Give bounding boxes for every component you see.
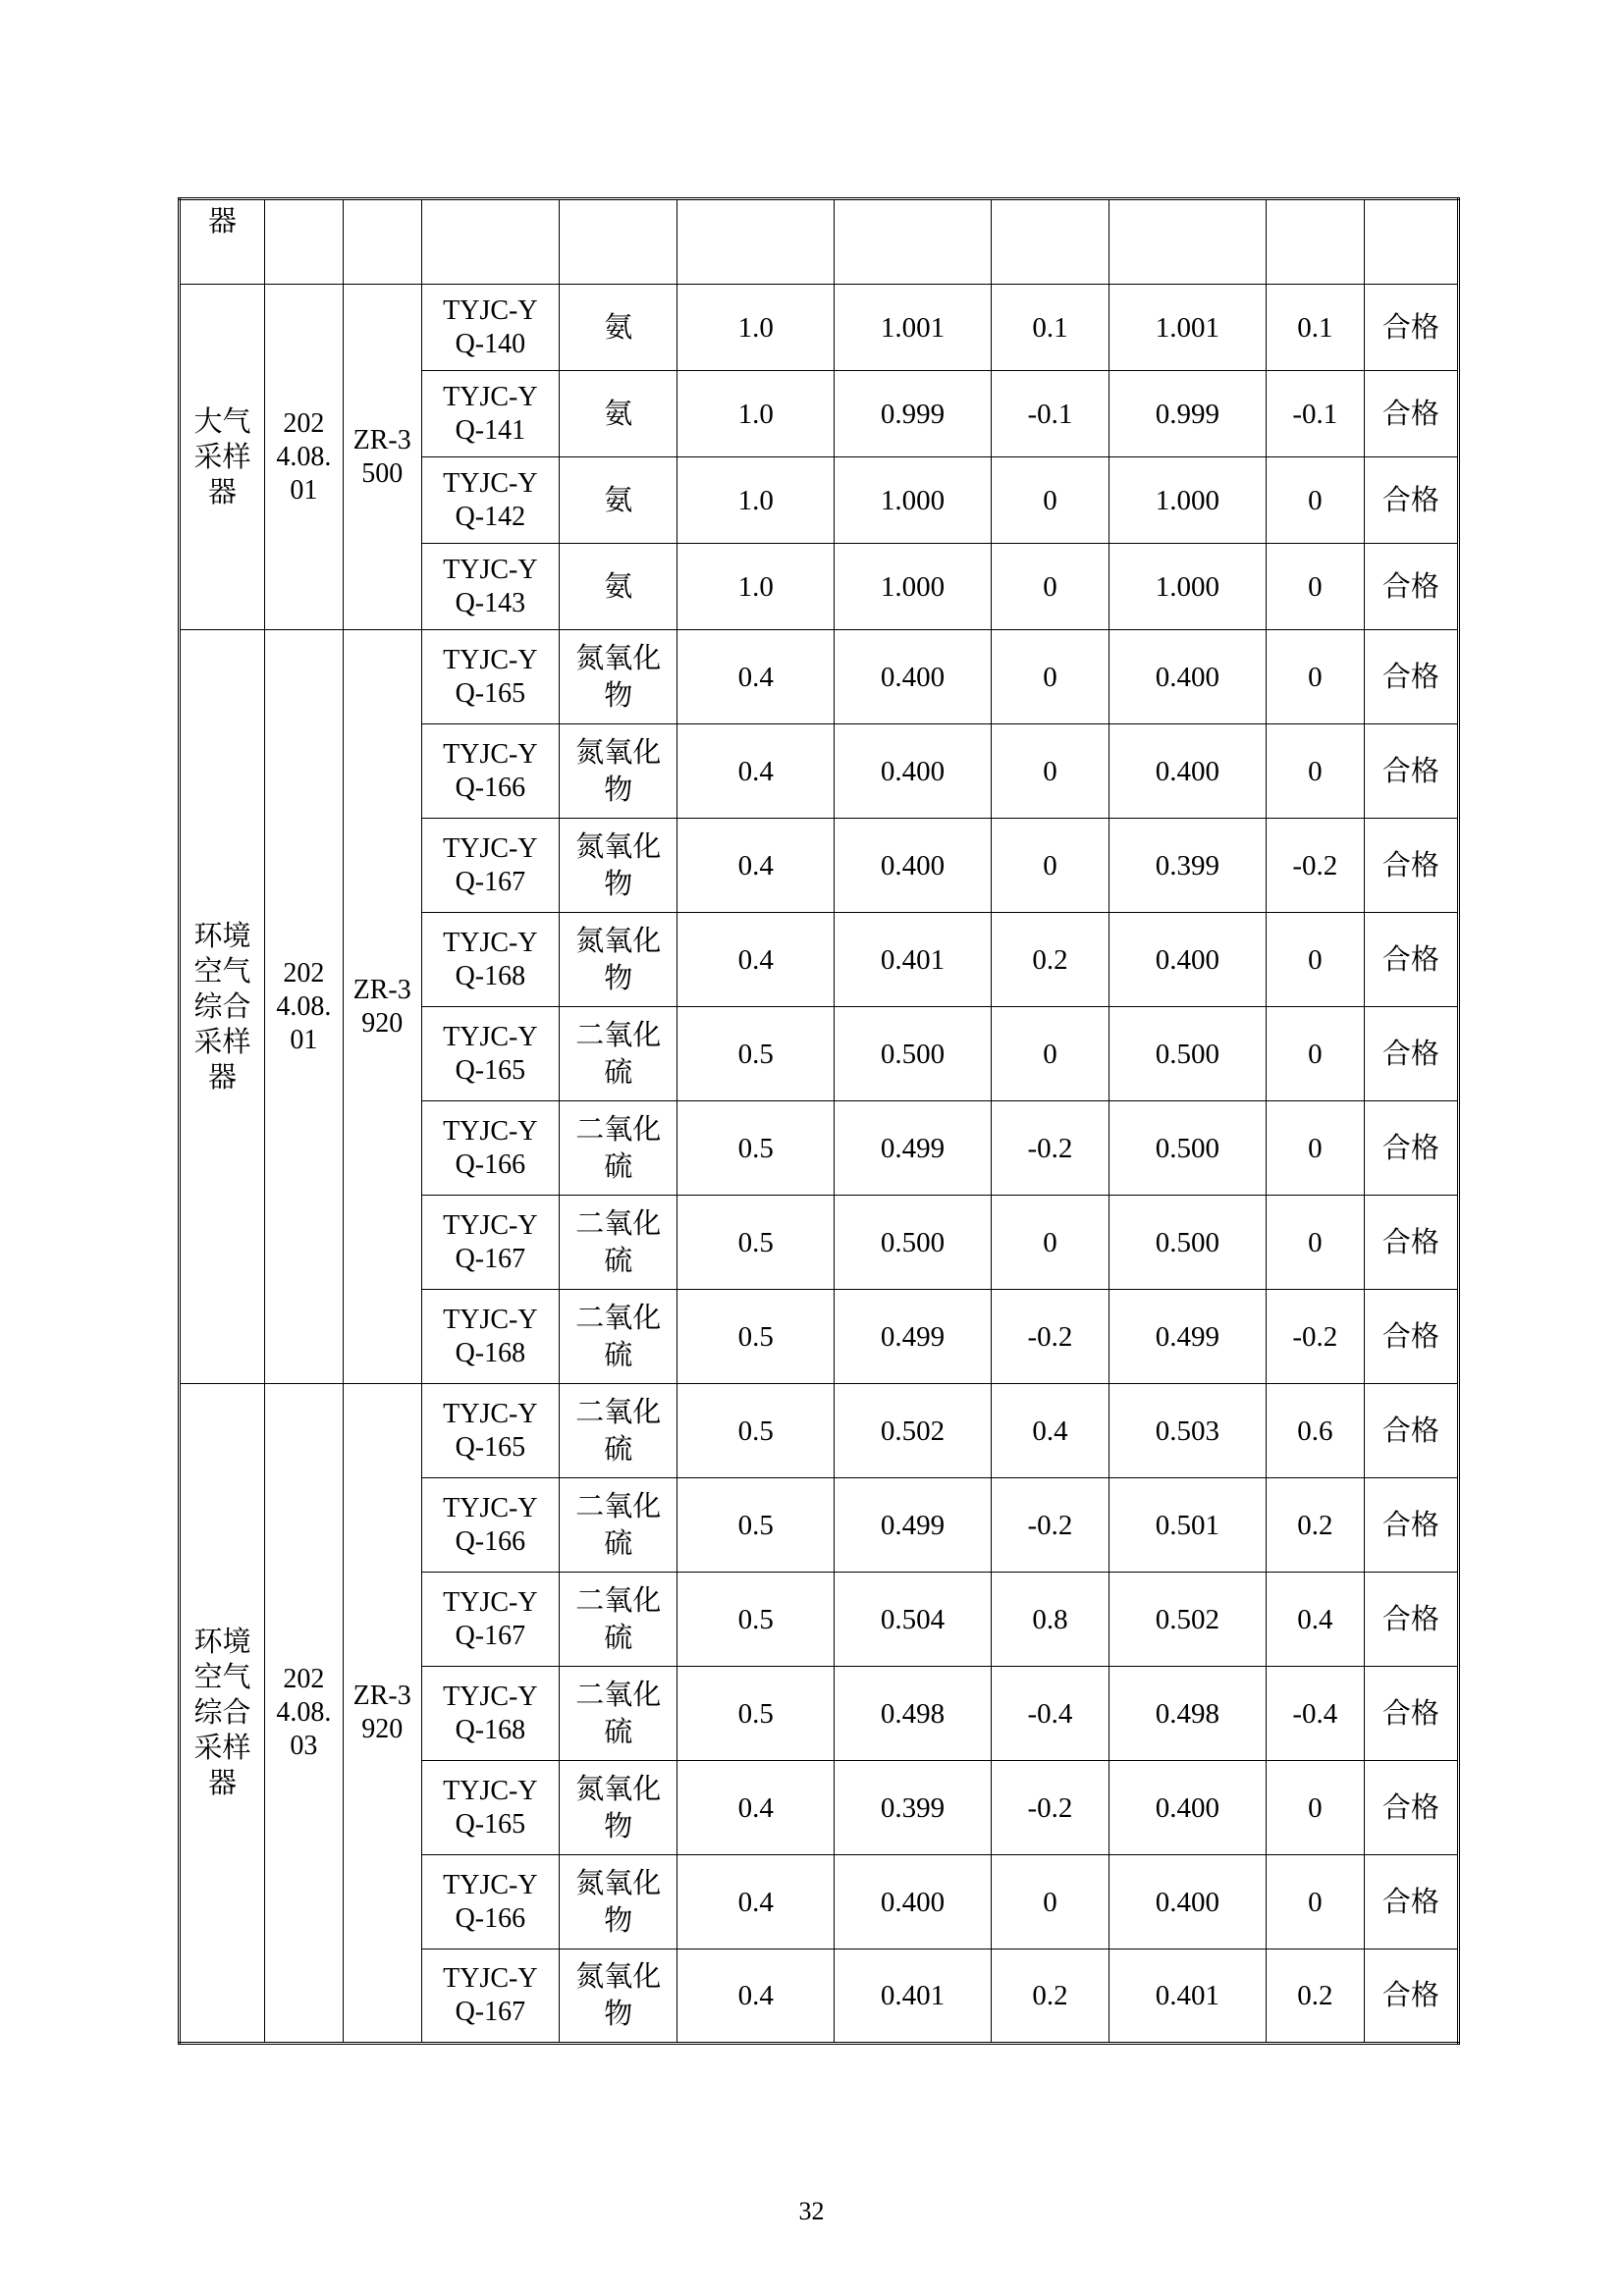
- setting-flow: 0.4: [677, 1855, 835, 1949]
- error-1: 0: [991, 544, 1109, 630]
- device-name-tail: 器: [180, 199, 265, 285]
- pollutant: 氮氧化物: [575, 642, 662, 712]
- instrument-id-cell: [421, 371, 560, 457]
- instrument-id-cell: [421, 1384, 560, 1478]
- setting-flow: 0.4: [677, 724, 835, 819]
- pollutant: 二氧化硫: [575, 1207, 662, 1277]
- pollutant-cell: [560, 724, 677, 819]
- pollutant: 二氧化硫: [575, 1113, 662, 1183]
- instrument-id: TYJC-YQ-165: [443, 1775, 538, 1840]
- measured-value-1: 0.500: [835, 1196, 992, 1290]
- measured-value-2: 0.498: [1109, 1667, 1267, 1761]
- setting-flow: 0.4: [677, 913, 835, 1007]
- setting-flow: 0.5: [677, 1196, 835, 1290]
- error-1: 0: [991, 724, 1109, 819]
- empty-cell: [835, 199, 992, 285]
- instrument-id: TYJC-YQ-167: [443, 832, 538, 897]
- setting-flow: 0.4: [677, 819, 835, 913]
- instrument-id: TYJC-YQ-166: [443, 1115, 538, 1180]
- pollutant-cell: [560, 630, 677, 724]
- instrument-id-cell: [421, 1761, 560, 1855]
- instrument-id-cell: [421, 1573, 560, 1667]
- instrument-id-cell: [421, 1290, 560, 1384]
- pollutant-cell: [560, 1478, 677, 1573]
- setting-flow: 1.0: [677, 457, 835, 544]
- measured-value-1: 0.999: [835, 371, 992, 457]
- pollutant-cell: [560, 1855, 677, 1949]
- pollutant: 氮氧化物: [575, 925, 662, 994]
- error-1: -0.2: [991, 1761, 1109, 1855]
- pollutant-cell: [560, 1667, 677, 1761]
- instrument-id-cell: [421, 1667, 560, 1761]
- pollutant-cell: [560, 1290, 677, 1384]
- measured-value-2: 0.999: [1109, 371, 1267, 457]
- instrument-id-cell: [421, 724, 560, 819]
- device-name-cell: [180, 1384, 265, 2044]
- setting-flow: 0.4: [677, 1949, 835, 2044]
- result: 合格: [1364, 1196, 1458, 1290]
- measured-value-2: 1.000: [1109, 544, 1267, 630]
- measured-value-1: 0.499: [835, 1101, 992, 1196]
- error-2: 0: [1266, 544, 1364, 630]
- instrument-id-cell: [421, 819, 560, 913]
- instrument-id: TYJC-YQ-165: [443, 1398, 538, 1463]
- measured-value-1: 0.502: [835, 1384, 992, 1478]
- calibration-date: 2024.08.01: [276, 957, 332, 1055]
- measured-value-1: 0.399: [835, 1761, 992, 1855]
- pollutant: 氨: [604, 398, 633, 430]
- pollutant-cell: [560, 1573, 677, 1667]
- error-2: 0.2: [1266, 1478, 1364, 1573]
- instrument-id: TYJC-YQ-165: [443, 644, 538, 709]
- measured-value-1: 1.000: [835, 457, 992, 544]
- error-1: 0.1: [991, 285, 1109, 371]
- error-2: 0: [1266, 457, 1364, 544]
- result: 合格: [1364, 1761, 1458, 1855]
- error-1: 0: [991, 457, 1109, 544]
- result: 合格: [1364, 1478, 1458, 1573]
- instrument-id-cell: [421, 630, 560, 724]
- measured-value-2: 0.400: [1109, 1855, 1267, 1949]
- pollutant-cell: [560, 1101, 677, 1196]
- instrument-id-cell: [421, 285, 560, 371]
- pollutant: 氨: [604, 570, 633, 603]
- result: 合格: [1364, 285, 1458, 371]
- instrument-id-cell: [421, 457, 560, 544]
- setting-flow: 0.5: [677, 1573, 835, 1667]
- error-2: 0: [1266, 630, 1364, 724]
- instrument-id: TYJC-YQ-140: [443, 294, 538, 359]
- pollutant: 氨: [604, 484, 633, 516]
- device-name: 环境空气综合采样器: [193, 920, 251, 1094]
- pollutant-cell: [560, 1761, 677, 1855]
- setting-flow: 1.0: [677, 544, 835, 630]
- measured-value-1: 0.504: [835, 1573, 992, 1667]
- setting-flow: 0.4: [677, 1761, 835, 1855]
- instrument-id-cell: [421, 1101, 560, 1196]
- error-2: 0.1: [1266, 285, 1364, 371]
- measured-value-2: 0.501: [1109, 1478, 1267, 1573]
- error-2: 0: [1266, 1101, 1364, 1196]
- pollutant: 二氧化硫: [575, 1396, 662, 1466]
- setting-flow: 1.0: [677, 371, 835, 457]
- pollutant-cell: [560, 1007, 677, 1101]
- result: 合格: [1364, 1384, 1458, 1478]
- instrument-id: TYJC-YQ-168: [443, 927, 538, 991]
- error-1: -0.2: [991, 1290, 1109, 1384]
- instrument-id-cell: [421, 1007, 560, 1101]
- calibration-table: [178, 197, 1460, 2045]
- empty-cell: [1109, 199, 1267, 285]
- measured-value-1: 0.499: [835, 1478, 992, 1573]
- measured-value-1: 0.499: [835, 1290, 992, 1384]
- measured-value-1: 0.500: [835, 1007, 992, 1101]
- pollutant-cell: [560, 1196, 677, 1290]
- measured-value-1: 0.400: [835, 1855, 992, 1949]
- instrument-id: TYJC-YQ-168: [443, 1304, 538, 1368]
- setting-flow: 0.5: [677, 1478, 835, 1573]
- error-1: 0: [991, 1855, 1109, 1949]
- instrument-id-cell: [421, 544, 560, 630]
- setting-flow: 0.5: [677, 1667, 835, 1761]
- pollutant: 氮氧化物: [575, 736, 662, 806]
- instrument-id-cell: [421, 1855, 560, 1949]
- error-2: 0: [1266, 1855, 1364, 1949]
- error-1: 0.2: [991, 913, 1109, 1007]
- table-body: [180, 199, 1459, 2044]
- result: 合格: [1364, 457, 1458, 544]
- error-2: 0.6: [1266, 1384, 1364, 1478]
- pollutant: 氮氧化物: [575, 1867, 662, 1937]
- instrument-id: TYJC-YQ-166: [443, 1492, 538, 1557]
- instrument-id: TYJC-YQ-166: [443, 1869, 538, 1934]
- instrument-id-cell: [421, 913, 560, 1007]
- pollutant: 氨: [604, 311, 633, 344]
- result: 合格: [1364, 1667, 1458, 1761]
- pollutant-cell: [560, 544, 677, 630]
- setting-flow: 1.0: [677, 285, 835, 371]
- measured-value-2: 0.499: [1109, 1290, 1267, 1384]
- setting-flow: 0.5: [677, 1101, 835, 1196]
- result: 合格: [1364, 1290, 1458, 1384]
- result: 合格: [1364, 371, 1458, 457]
- error-2: 0.4: [1266, 1573, 1364, 1667]
- pollutant: 二氧化硫: [575, 1584, 662, 1654]
- pollutant-cell: [560, 913, 677, 1007]
- result: 合格: [1364, 544, 1458, 630]
- result: 合格: [1364, 724, 1458, 819]
- error-2: 0: [1266, 1196, 1364, 1290]
- empty-cell: [1266, 199, 1364, 285]
- measured-value-2: 0.502: [1109, 1573, 1267, 1667]
- error-2: -0.2: [1266, 819, 1364, 913]
- continued-row: [180, 199, 1459, 285]
- pollutant: 二氧化硫: [575, 1490, 662, 1560]
- date-cell: [264, 285, 343, 630]
- instrument-id: TYJC-YQ-142: [443, 467, 538, 532]
- measured-value-1: 0.400: [835, 724, 992, 819]
- instrument-id: TYJC-YQ-166: [443, 738, 538, 803]
- result: 合格: [1364, 1949, 1458, 2044]
- error-1: -0.1: [991, 371, 1109, 457]
- error-1: 0: [991, 819, 1109, 913]
- error-1: 0.4: [991, 1384, 1109, 1478]
- device-name-cell: [180, 285, 265, 630]
- empty-cell: [560, 199, 677, 285]
- pollutant: 二氧化硫: [575, 1302, 662, 1371]
- empty-cell: [991, 199, 1109, 285]
- model-cell: [343, 1384, 421, 2044]
- pollutant: 氮氧化物: [575, 1773, 662, 1842]
- error-2: -0.4: [1266, 1667, 1364, 1761]
- setting-flow: 0.5: [677, 1007, 835, 1101]
- error-1: -0.2: [991, 1478, 1109, 1573]
- error-1: 0.8: [991, 1573, 1109, 1667]
- measured-value-2: 0.500: [1109, 1007, 1267, 1101]
- instrument-id: TYJC-YQ-167: [443, 1963, 538, 2027]
- instrument-id: TYJC-YQ-143: [443, 554, 538, 618]
- table-row: [180, 285, 1459, 371]
- error-2: 0: [1266, 1761, 1364, 1855]
- pollutant-cell: [560, 1949, 677, 2044]
- instrument-id: TYJC-YQ-141: [443, 381, 538, 446]
- pollutant-cell: [560, 457, 677, 544]
- setting-flow: 0.4: [677, 630, 835, 724]
- empty-cell: [264, 199, 343, 285]
- device-name-cell: [180, 630, 265, 1384]
- measured-value-1: 1.001: [835, 285, 992, 371]
- device-name: 环境空气综合采样器: [193, 1627, 251, 1799]
- error-2: 0.2: [1266, 1949, 1364, 2044]
- error-2: -0.2: [1266, 1290, 1364, 1384]
- result: 合格: [1364, 1855, 1458, 1949]
- device-model: ZR-3500: [352, 424, 411, 489]
- instrument-id: TYJC-YQ-165: [443, 1021, 538, 1086]
- table-row: [180, 1384, 1459, 1478]
- pollutant-cell: [560, 1384, 677, 1478]
- date-cell: [264, 630, 343, 1384]
- error-2: 0: [1266, 913, 1364, 1007]
- error-1: 0: [991, 630, 1109, 724]
- pollutant: 氮氧化物: [575, 830, 662, 900]
- calibration-date: 2024.08.01: [276, 407, 332, 506]
- error-1: 0: [991, 1007, 1109, 1101]
- instrument-id-cell: [421, 1196, 560, 1290]
- model-cell: [343, 630, 421, 1384]
- error-2: 0: [1266, 724, 1364, 819]
- result: 合格: [1364, 1573, 1458, 1667]
- instrument-id: TYJC-YQ-167: [443, 1209, 538, 1274]
- measured-value-1: 0.401: [835, 1949, 992, 2044]
- measured-value-1: 0.498: [835, 1667, 992, 1761]
- measured-value-2: 0.400: [1109, 630, 1267, 724]
- measured-value-2: 0.400: [1109, 1761, 1267, 1855]
- measured-value-1: 0.400: [835, 819, 992, 913]
- date-cell: [264, 1384, 343, 2044]
- result: 合格: [1364, 1007, 1458, 1101]
- empty-cell: [343, 199, 421, 285]
- setting-flow: 0.5: [677, 1290, 835, 1384]
- measured-value-2: 0.500: [1109, 1101, 1267, 1196]
- device-model: ZR-3920: [352, 1681, 411, 1744]
- result: 合格: [1364, 819, 1458, 913]
- result: 合格: [1364, 913, 1458, 1007]
- empty-cell: [421, 199, 560, 285]
- calibration-table-container: [178, 197, 1463, 2045]
- pollutant-cell: [560, 371, 677, 457]
- error-2: 0: [1266, 1007, 1364, 1101]
- measured-value-2: 0.503: [1109, 1384, 1267, 1478]
- error-1: -0.2: [991, 1101, 1109, 1196]
- error-2: -0.1: [1266, 371, 1364, 457]
- measured-value-1: 0.401: [835, 913, 992, 1007]
- empty-cell: [1364, 199, 1458, 285]
- measured-value-2: 0.399: [1109, 819, 1267, 913]
- instrument-id-cell: [421, 1949, 560, 2044]
- device-model: ZR-3920: [352, 974, 411, 1039]
- table-row: [180, 630, 1459, 724]
- measured-value-2: 1.001: [1109, 285, 1267, 371]
- pollutant-cell: [560, 819, 677, 913]
- error-1: 0: [991, 1196, 1109, 1290]
- result: 合格: [1364, 1101, 1458, 1196]
- measured-value-2: 0.500: [1109, 1196, 1267, 1290]
- measured-value-1: 0.400: [835, 630, 992, 724]
- instrument-id: TYJC-YQ-168: [443, 1681, 538, 1745]
- pollutant: 二氧化硫: [575, 1019, 662, 1089]
- model-cell: [343, 285, 421, 630]
- pollutant: 氮氧化物: [575, 1961, 662, 2030]
- device-name: 大气采样器: [193, 405, 251, 508]
- measured-value-2: 0.400: [1109, 724, 1267, 819]
- measured-value-1: 1.000: [835, 544, 992, 630]
- result: 合格: [1364, 630, 1458, 724]
- measured-value-2: 0.401: [1109, 1949, 1267, 2044]
- error-1: 0.2: [991, 1949, 1109, 2044]
- measured-value-2: 1.000: [1109, 457, 1267, 544]
- setting-flow: 0.5: [677, 1384, 835, 1478]
- pollutant-cell: [560, 285, 677, 371]
- instrument-id-cell: [421, 1478, 560, 1573]
- pollutant: 二氧化硫: [575, 1679, 662, 1748]
- calibration-date: 2024.08.03: [276, 1664, 332, 1761]
- measured-value-2: 0.400: [1109, 913, 1267, 1007]
- empty-cell: [677, 199, 835, 285]
- instrument-id: TYJC-YQ-167: [443, 1586, 538, 1651]
- page-number: 32: [798, 2197, 825, 2225]
- error-1: -0.4: [991, 1667, 1109, 1761]
